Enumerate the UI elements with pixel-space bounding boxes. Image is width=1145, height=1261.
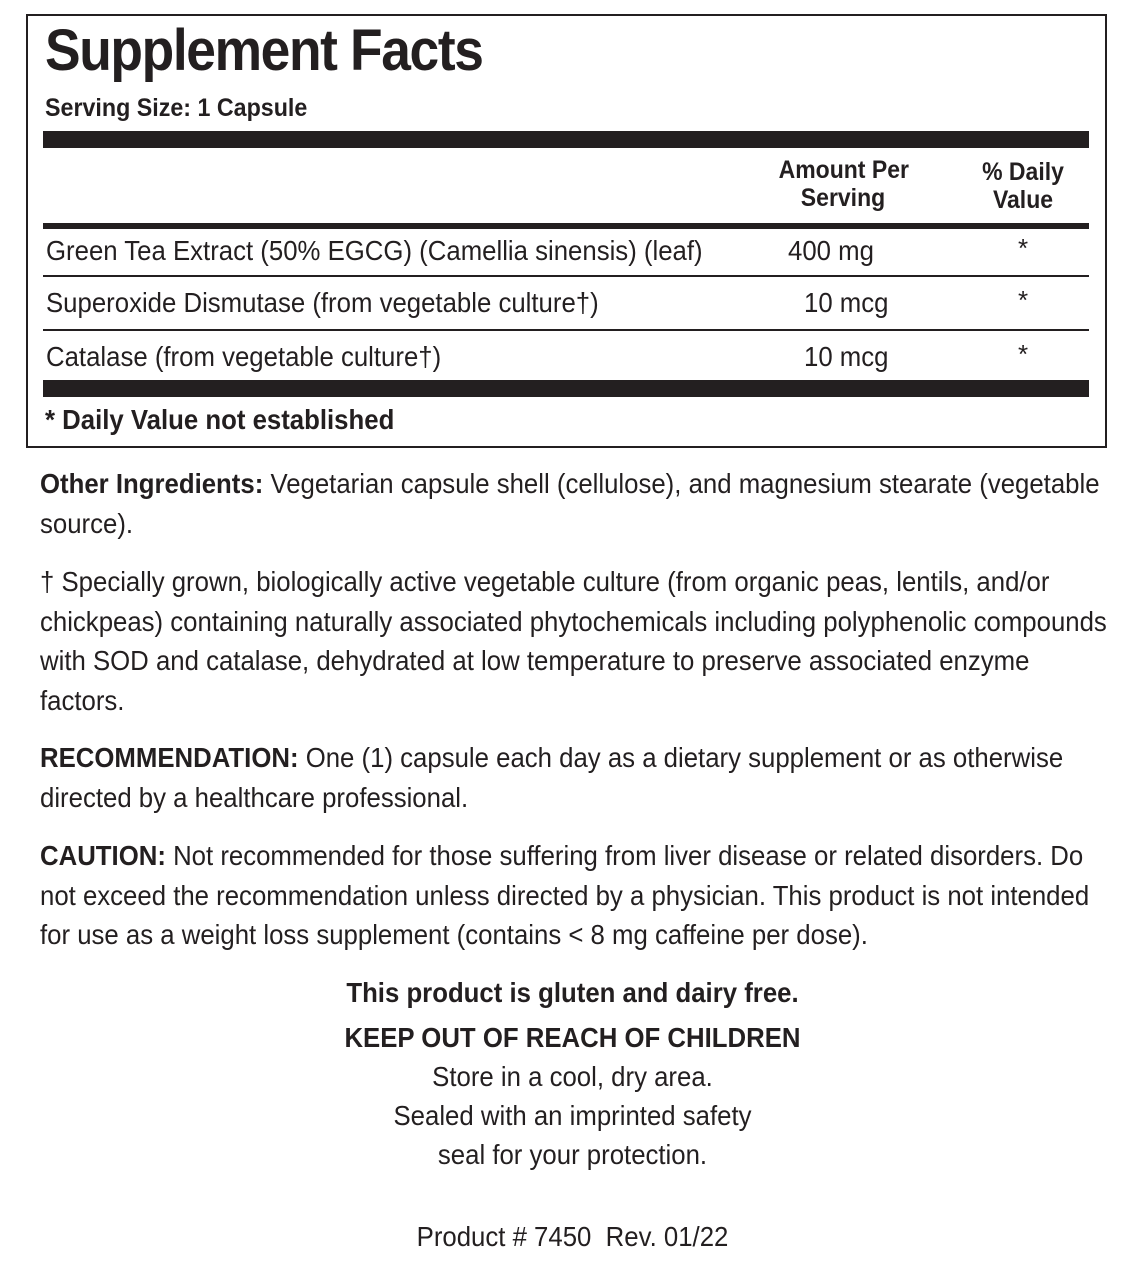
header-daily-value: % Daily Value	[982, 158, 1064, 214]
ingredient-row	[28, 227, 1105, 277]
culture-footnote: † Specially grown, biologically active vegetable culture (from organic peas, lentils, and/or chickpeas) containing naturally associated phytochemicals including polyphenolic compounds with SOD and catalase, dehydrated at low temperature to preserve associated enzyme factors.	[40, 566, 1107, 716]
serving-size: Serving Size: 1 Capsule	[45, 94, 308, 122]
other-ingredients	[40, 464, 1112, 543]
caution	[40, 836, 1112, 955]
ingredient-daily-value: *	[1018, 339, 1029, 369]
ingredient-amount: 400 mg	[788, 235, 874, 266]
recommendation	[40, 738, 1112, 817]
thick-divider-bottom	[43, 380, 1089, 397]
header-amount-per-serving: Amount Per Serving	[778, 156, 909, 212]
ingredient-amount: 10 mcg	[804, 341, 889, 372]
other-ingredients-label: Other Ingredients:	[40, 468, 264, 499]
facts-title: Supplement Facts	[45, 18, 483, 83]
ingredient-name: Catalase (from vegetable culture†)	[46, 341, 442, 372]
supplement-facts-panel	[26, 14, 1107, 448]
ingredient-name: Superoxide Dismutase (from vegetable culture†)	[46, 287, 599, 318]
row-divider	[43, 329, 1089, 331]
product-code-block	[0, 1217, 1145, 1256]
caution-label: CAUTION:	[40, 840, 166, 871]
gluten-dairy-free-notice: This product is gluten and dairy free.	[346, 977, 799, 1008]
thick-divider-top	[43, 131, 1089, 148]
storage-line: seal for your protection.	[437, 1139, 708, 1170]
ingredient-row	[28, 279, 1105, 329]
caution-text: Not recommended for those suffering from liver disease or related disorders. Do not exceed the recommendation unless directed by a physician. This product is not intended for use as a weight loss supplement (contains < 8 mg caffeine per dose).	[40, 840, 1090, 950]
ingredient-daily-value: *	[1018, 233, 1029, 263]
storage-line: Store in a cool, dry area.	[432, 1061, 713, 1092]
ingredient-amount: 10 mcg	[804, 287, 889, 318]
other-ingredients-text: Vegetarian capsule shell (cellulose), and magnesium stearate (vegetable source).	[40, 468, 1100, 539]
ingredient-name: Green Tea Extract (50% EGCG) (Camellia sinensis) (leaf)	[46, 235, 703, 266]
keep-out-of-reach-notice: KEEP OUT OF REACH OF CHILDREN	[344, 1022, 801, 1053]
ingredient-row	[28, 333, 1105, 383]
recommendation-label: RECOMMENDATION:	[40, 742, 299, 773]
row-divider	[43, 275, 1089, 277]
daily-value-footnote: * Daily Value not established	[45, 404, 395, 435]
product-code: Product # 7450 Rev. 01/22	[416, 1221, 729, 1252]
recommendation-text: One (1) capsule each day as a dietary supplement or as otherwise directed by a healthcare professional.	[40, 742, 1064, 813]
notices-block	[0, 973, 1145, 1174]
ingredient-daily-value: *	[1018, 285, 1029, 315]
storage-line: Sealed with an imprinted safety	[393, 1100, 752, 1131]
